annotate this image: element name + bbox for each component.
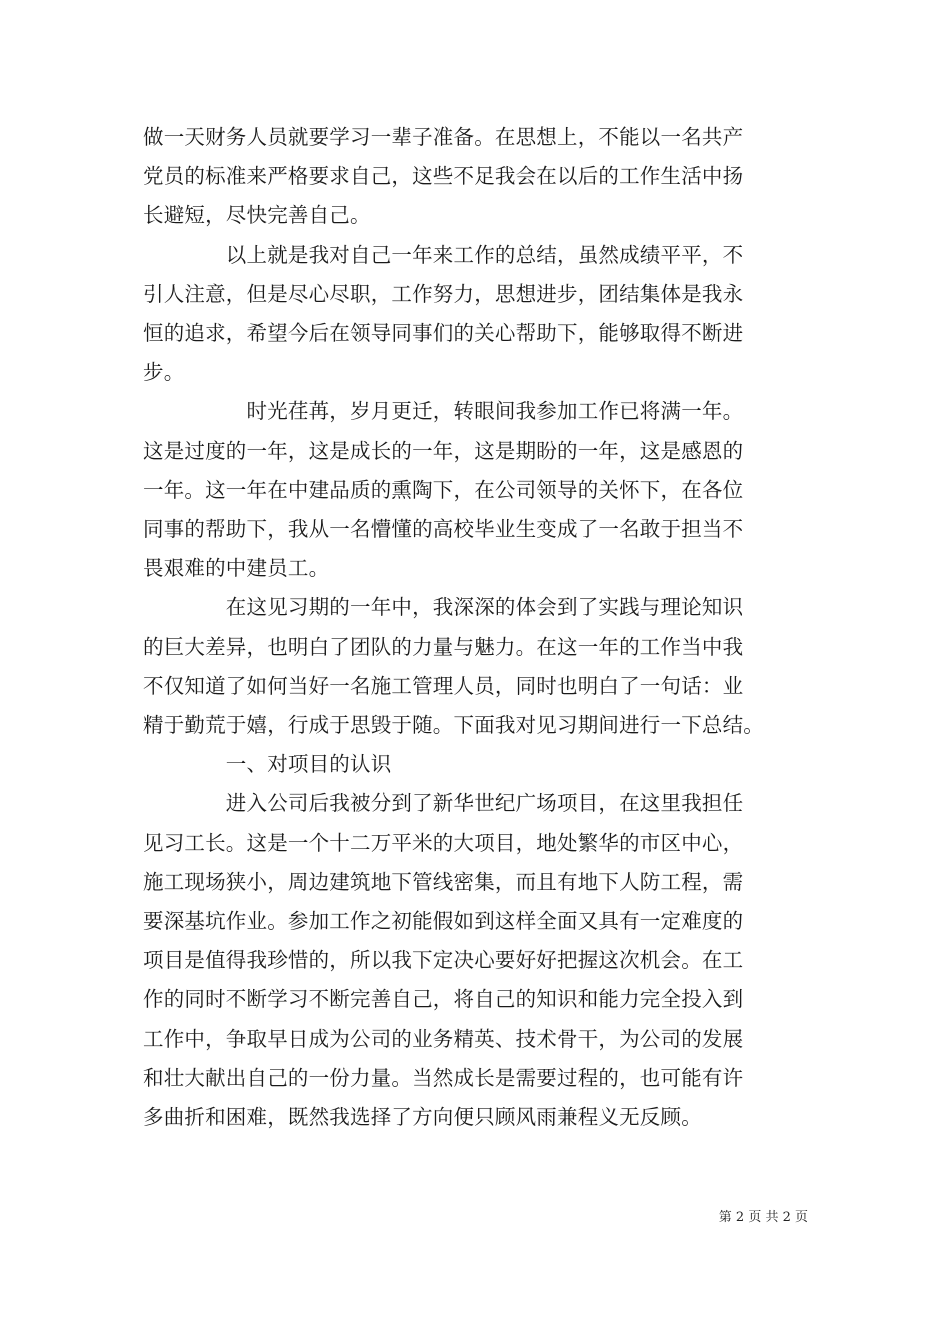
text-line: 一年。这一年在中建品质的熏陶下，在公司领导的关怀下，在各位: [143, 477, 744, 502]
document-body: [143, 118, 813, 1137]
text-line: 作的同时不断学习不断完善自己，将自己的知识和能力完全投入到: [143, 987, 744, 1012]
text-line: 的巨大差异，也明白了团队的力量与魅力。在这一年的工作当中我: [143, 634, 744, 659]
text-line: 畏艰难的中建员工。: [143, 556, 330, 581]
text-line: 以上就是我对自己一年来工作的总结，虽然成绩平平，不: [143, 242, 744, 267]
text-line: 进入公司后我被分到了新华世纪广场项目，在这里我担任: [143, 791, 744, 816]
paragraph-p4: [143, 588, 813, 745]
text-line: 精于勤荒于嬉，行成于思毁于随。下面我对见习期间进行一下总结。: [143, 713, 764, 738]
text-line: 施工现场狭小，周边建筑地下管线密集，而且有地下人防工程，需: [143, 869, 744, 894]
text-line: 这是过度的一年，这是成长的一年，这是期盼的一年，这是感恩的: [143, 438, 744, 463]
paragraph-p3: [143, 392, 813, 588]
text-line: 和壮大献出自己的一份力量。当然成长是需要过程的，也可能有许: [143, 1065, 744, 1090]
text-line: 要深基坑作业。参加工作之初能假如到这样全面又具有一定难度的: [143, 909, 744, 934]
text-line: 项目是值得我珍惜的，所以我下定决心要好好把握这次机会。在工: [143, 948, 744, 973]
text-line: 引人注意，但是尽心尽职，工作努力，思想进步，团结集体是我永: [143, 281, 744, 306]
text-line: 长避短，尽快完善自己。: [143, 203, 371, 228]
paragraph-p1: [143, 118, 813, 236]
paragraph-p6: [143, 784, 813, 1137]
text-line: 恒的追求，希望今后在领导同事们的关心帮助下，能够取得不断进: [143, 321, 744, 346]
text-line: 党员的标准来严格要求自己，这些不足我会在以后的工作生活中扬: [143, 164, 744, 189]
text-line: 见习工长。这是一个十二万平米的大项目，地处繁华的市区中心，: [143, 830, 744, 855]
text-line: 工作中，争取早日成为公司的业务精英、技术骨干，为公司的发展: [143, 1026, 744, 1051]
text-line: 不仅知道了如何当好一名施工管理人员，同时也明白了一句话：业: [143, 673, 744, 698]
text-line: 时光荏苒，岁月更迁，转眼间我参加工作已将满一年。: [143, 399, 744, 424]
paragraph-p5: [143, 745, 813, 784]
text-line: 在这见习期的一年中，我深深的体会到了实践与理论知识: [143, 595, 744, 620]
text-line: 步。: [143, 360, 185, 385]
text-line: 同事的帮助下，我从一名懵懂的高校毕业生变成了一名敢于担当不: [143, 517, 744, 542]
text-line: 多曲折和困难，既然我选择了方向便只顾风雨兼程义无反顾。: [143, 1105, 702, 1130]
text-line: 一、对项目的认识: [143, 752, 392, 777]
paragraph-p2: [143, 236, 813, 393]
text-line: 做一天财务人员就要学习一辈子准备。在思想上，不能以一名共产: [143, 125, 744, 149]
page-number-footer: 第 2 页 共 2 页: [718, 1210, 808, 1225]
